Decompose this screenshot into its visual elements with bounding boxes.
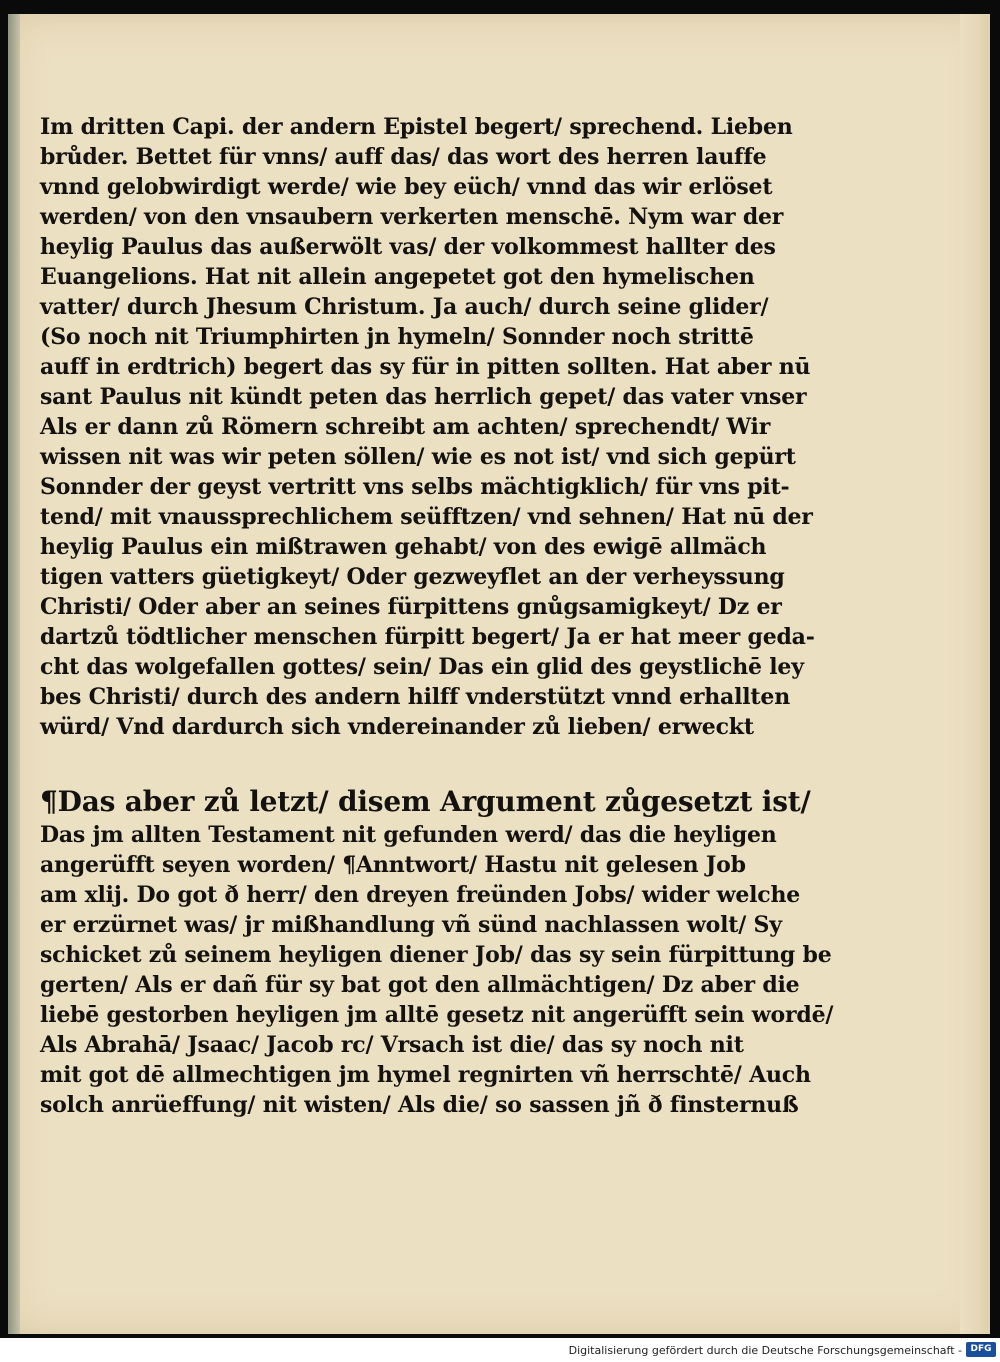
text-line: schicket zů seinem heyligen diener Job/ das sy sein fürpittung be [40,942,832,968]
text-line: Euangelions. Hat nit allein angepetet got den hymelischen [40,264,755,290]
text-line: gerten/ Als er dañ für sy bat got den allmächtigen/ Dz aber die [40,972,800,998]
text-line: angerüfft seyen worden/ ¶Anntwort/ Hastu nit gelesen Job [40,852,746,878]
text-line: sant Paulus nit kündt peten das herrlich gepet/ das vater vnser [40,384,807,410]
paragraph-1 [40,112,815,742]
text-line: Das jm allten Testament nit gefunden werd/ das die heyligen [40,822,777,848]
text-line: mit got dē allmechtigen jm hymel regnirten vñ herrschtē/ Auch [40,1062,811,1088]
footer-bar [0,1338,1000,1362]
text-line: am xlij. Do got ð herr/ den dreyen freünden Jobs/ wider welche [40,882,801,908]
paragraph-2 [40,820,834,1120]
text-line: liebē gestorben heyligen jm alltē gesetz nit angerüfft sein wordē/ [40,1002,834,1028]
text-line: solch anrüeffung/ nit wisten/ Als die/ so sassen jñ ð finsternuß [40,1092,799,1118]
text-line: Als er dann zů Römern schreibt am achten/ sprechendt/ Wir [40,414,771,440]
text-line: wissen nit was wir peten söllen/ wie es not ist/ vnd sich gepürt [40,444,796,470]
text-line: Als Abrahā/ Jsaac/ Jacob rc/ Vrsach ist die/ das sy noch nit [40,1032,744,1058]
paragraph-gap [40,742,740,784]
text-line: vnnd gelobwirdigt werde/ wie bey eüch/ vnnd das wir erlöset [40,174,773,200]
text-line: heylig Paulus das außerwölt vas/ der volkommest hallter des [40,234,776,260]
text-line: vatter/ durch Jhesum Christum. Ja auch/ durch seine glider/ [40,294,769,320]
text-line: (So noch nit Triumphirten jn hymeln/ Sonnder noch strittē [40,324,754,350]
text-line: Christi/ Oder aber an seines fürpittens gnůgsamigkeyt/ Dz er [40,594,782,620]
text-line: Sonnder der geyst vertritt vns selbs mächtigklich/ für vns pit- [40,474,790,500]
text-line: werden/ von den vnsaubern verkerten menschē. Nym war der [40,204,784,230]
text-line: cht das wolgefallen gottes/ sein/ Das ein glid des geystlichē ley [40,654,804,680]
text-line: heylig Paulus ein mißtrawen gehabt/ von des ewigē allmäch [40,534,767,560]
page-text [40,112,834,1120]
page-right-margin [960,14,990,1334]
text-line: er erzürnet was/ jr mißhandlung vñ sünd nachlassen wolt/ Sy [40,912,782,938]
text-line: würd/ Vnd dardurch sich vndereinander zů lieben/ erweckt [40,714,754,740]
dfg-logo: DFG [966,1342,996,1357]
text-line: bes Christi/ durch des andern hilff vnderstützt vnnd erhallten [40,684,790,710]
text-line: brůder. Bettet für vnns/ auff das/ das wort des herren lauffe [40,144,767,170]
text-line: Im dritten Capi. der andern Epistel begert/ sprechend. Lieben [40,114,793,140]
section-heading: ¶Das aber zů letzt/ disem Argument zůgesetzt ist/ [40,785,811,818]
text-line: tend/ mit vnaussprechlichem seüfftzen/ vnd sehnen/ Hat nū der [40,504,813,530]
funding-credit: Digitalisierung gefördert durch die Deutsche Forschungsgemeinschaft - [568,1344,962,1357]
text-line: tigen vatters güetigkeyt/ Oder gezweyflet an der verheyssung [40,564,785,590]
text-line: auff in erdtrich) begert das sy für in pitten sollten. Hat aber nū [40,354,811,380]
page-binding-edge [8,14,20,1334]
text-line: dartzů tödtlicher menschen fürpitt begert/ Ja er hat meer geda- [40,624,815,650]
